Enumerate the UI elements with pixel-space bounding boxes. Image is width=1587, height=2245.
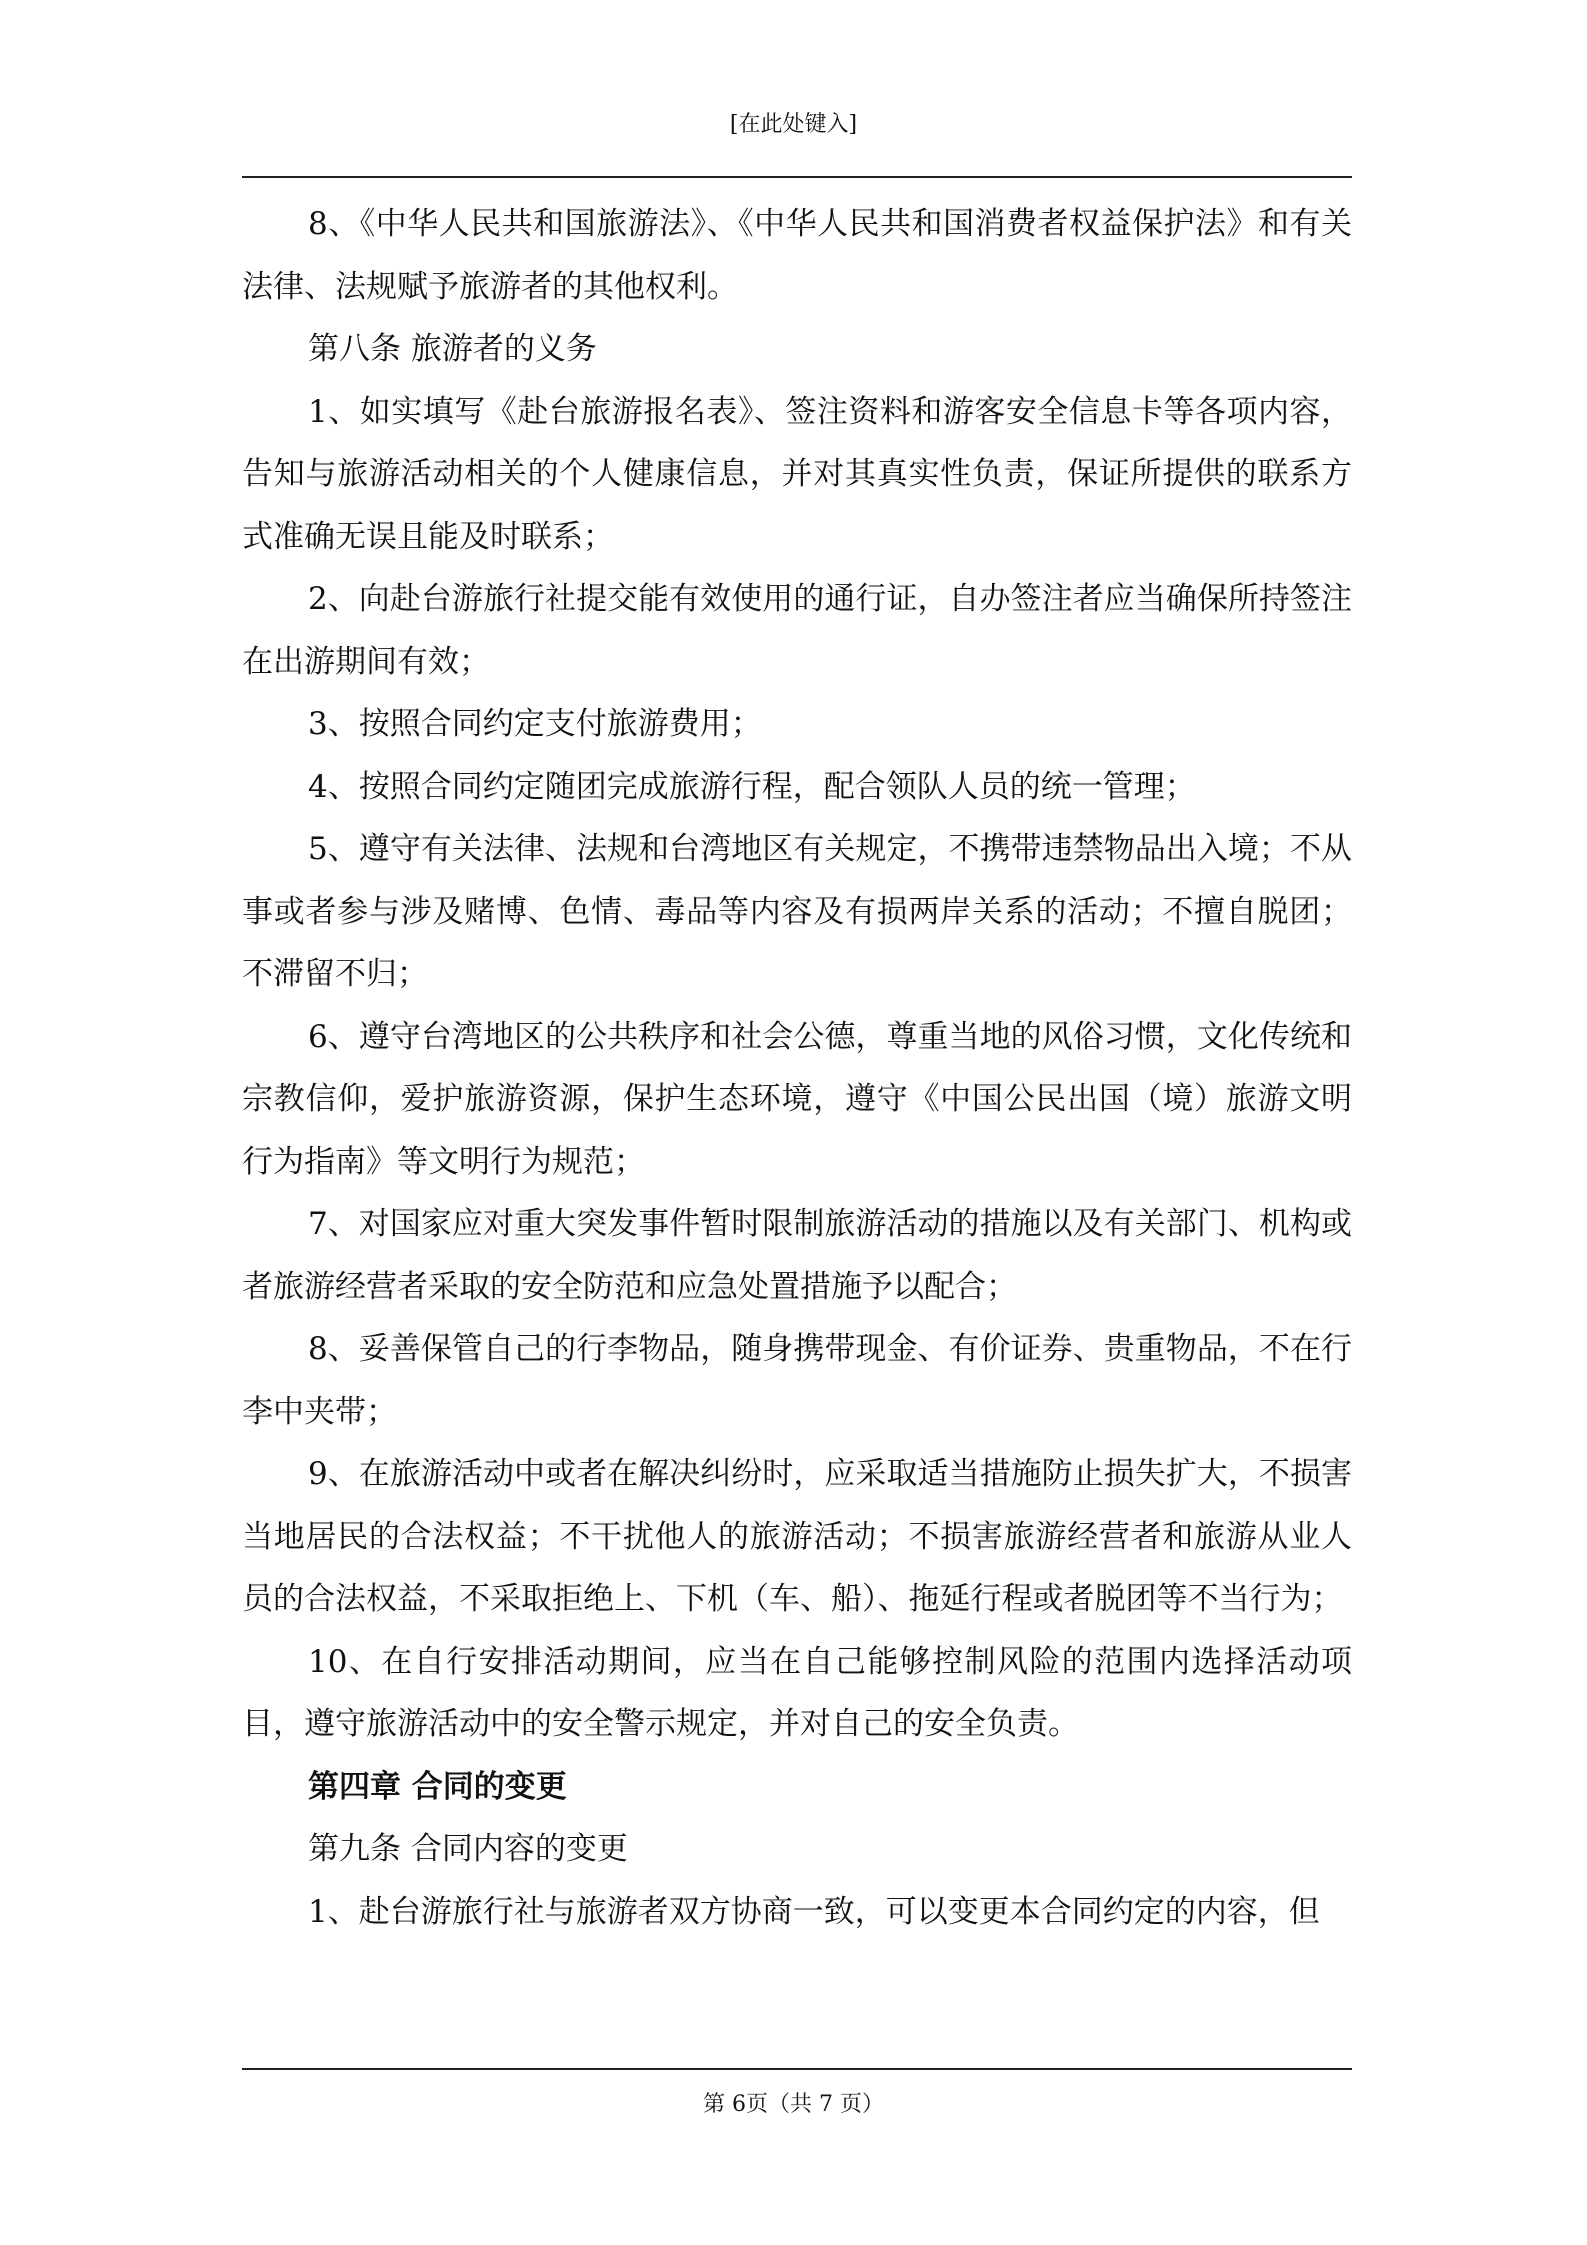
paragraph-duty-1: 1、如实填写《赴台旅游报名表》、签注资料和游客安全信息卡等各项内容，告知与旅游活动相关的个人健康信息，并对其真实性负责，保证所提供的联系方式准确无误且能及时联系； [242,393,1352,555]
article-9-heading: 第九条 合同内容的变更 [308,1831,628,1867]
paragraph-duty-9: 9、在旅游活动中或者在解决纠纷时，应采取适当措施防止损失扩大，不损害当地居民的合法权益；不干扰他人的旅游活动；不损害旅游经营者和旅游从业人员的合法权益，不采取拒绝上、下机（车、船）、拖延行程或者脱团等不当行为； [242,1456,1352,1617]
footer-divider [242,2068,1352,2070]
page-number: 第 6页（共 7 页） [703,2092,884,2117]
chapter-4-heading: 第四章 合同的变更 [308,1768,567,1805]
paragraph-duty-3: 3、按照合同约定支付旅游费用； [308,706,762,742]
page-header: [在此处键入] [729,112,858,137]
document-body [242,193,1352,1943]
paragraph-item-8-rights: 8、《中华人民共和国旅游法》、《中华人民共和国消费者权益保护法》和有关法律、法规赋予旅游者的其他权利。 [242,206,1352,305]
paragraph-duty-6: 6、遵守台湾地区的公共秩序和社会公德，尊重当地的风俗习惯，文化传统和宗教信仰，爱护旅游资源，保护生态环境，遵守《中国公民出国（境）旅游文明行为指南》等文明行为规范； [242,1018,1352,1180]
paragraph-duty-7: 7、对国家应对重大突发事件暂时限制旅游活动的措施以及有关部门、机构或者旅游经营者采取的安全防范和应急处置措施予以配合； [242,1206,1352,1305]
paragraph-duty-5: 5、遵守有关法律、法规和台湾地区有关规定，不携带违禁物品出入境；不从事或者参与涉及赌博、色情、毒品等内容及有损两岸关系的活动；不擅自脱团；不滞留不归； [242,831,1352,992]
article-8-heading: 第八条 旅游者的义务 [308,331,597,367]
paragraph-change-1: 1、赴台游旅行社与旅游者双方协商一致，可以变更本合同约定的内容，但 [308,1893,1320,1930]
paragraph-duty-10: 10、在自行安排活动期间，应当在自己能够控制风险的范围内选择活动项目，遵守旅游活动中的安全警示规定，并对自己的安全负责。 [242,1643,1352,1742]
paragraph-duty-4: 4、按照合同约定随团完成旅游行程，配合领队人员的统一管理； [308,768,1196,805]
paragraph-duty-8: 8、妥善保管自己的行李物品，随身携带现金、有价证券、贵重物品，不在行李中夹带； [242,1331,1352,1430]
header-divider [242,176,1352,178]
paragraph-duty-2: 2、向赴台游旅行社提交能有效使用的通行证，自办签注者应当确保所持签注在出游期间有效； [242,581,1352,680]
